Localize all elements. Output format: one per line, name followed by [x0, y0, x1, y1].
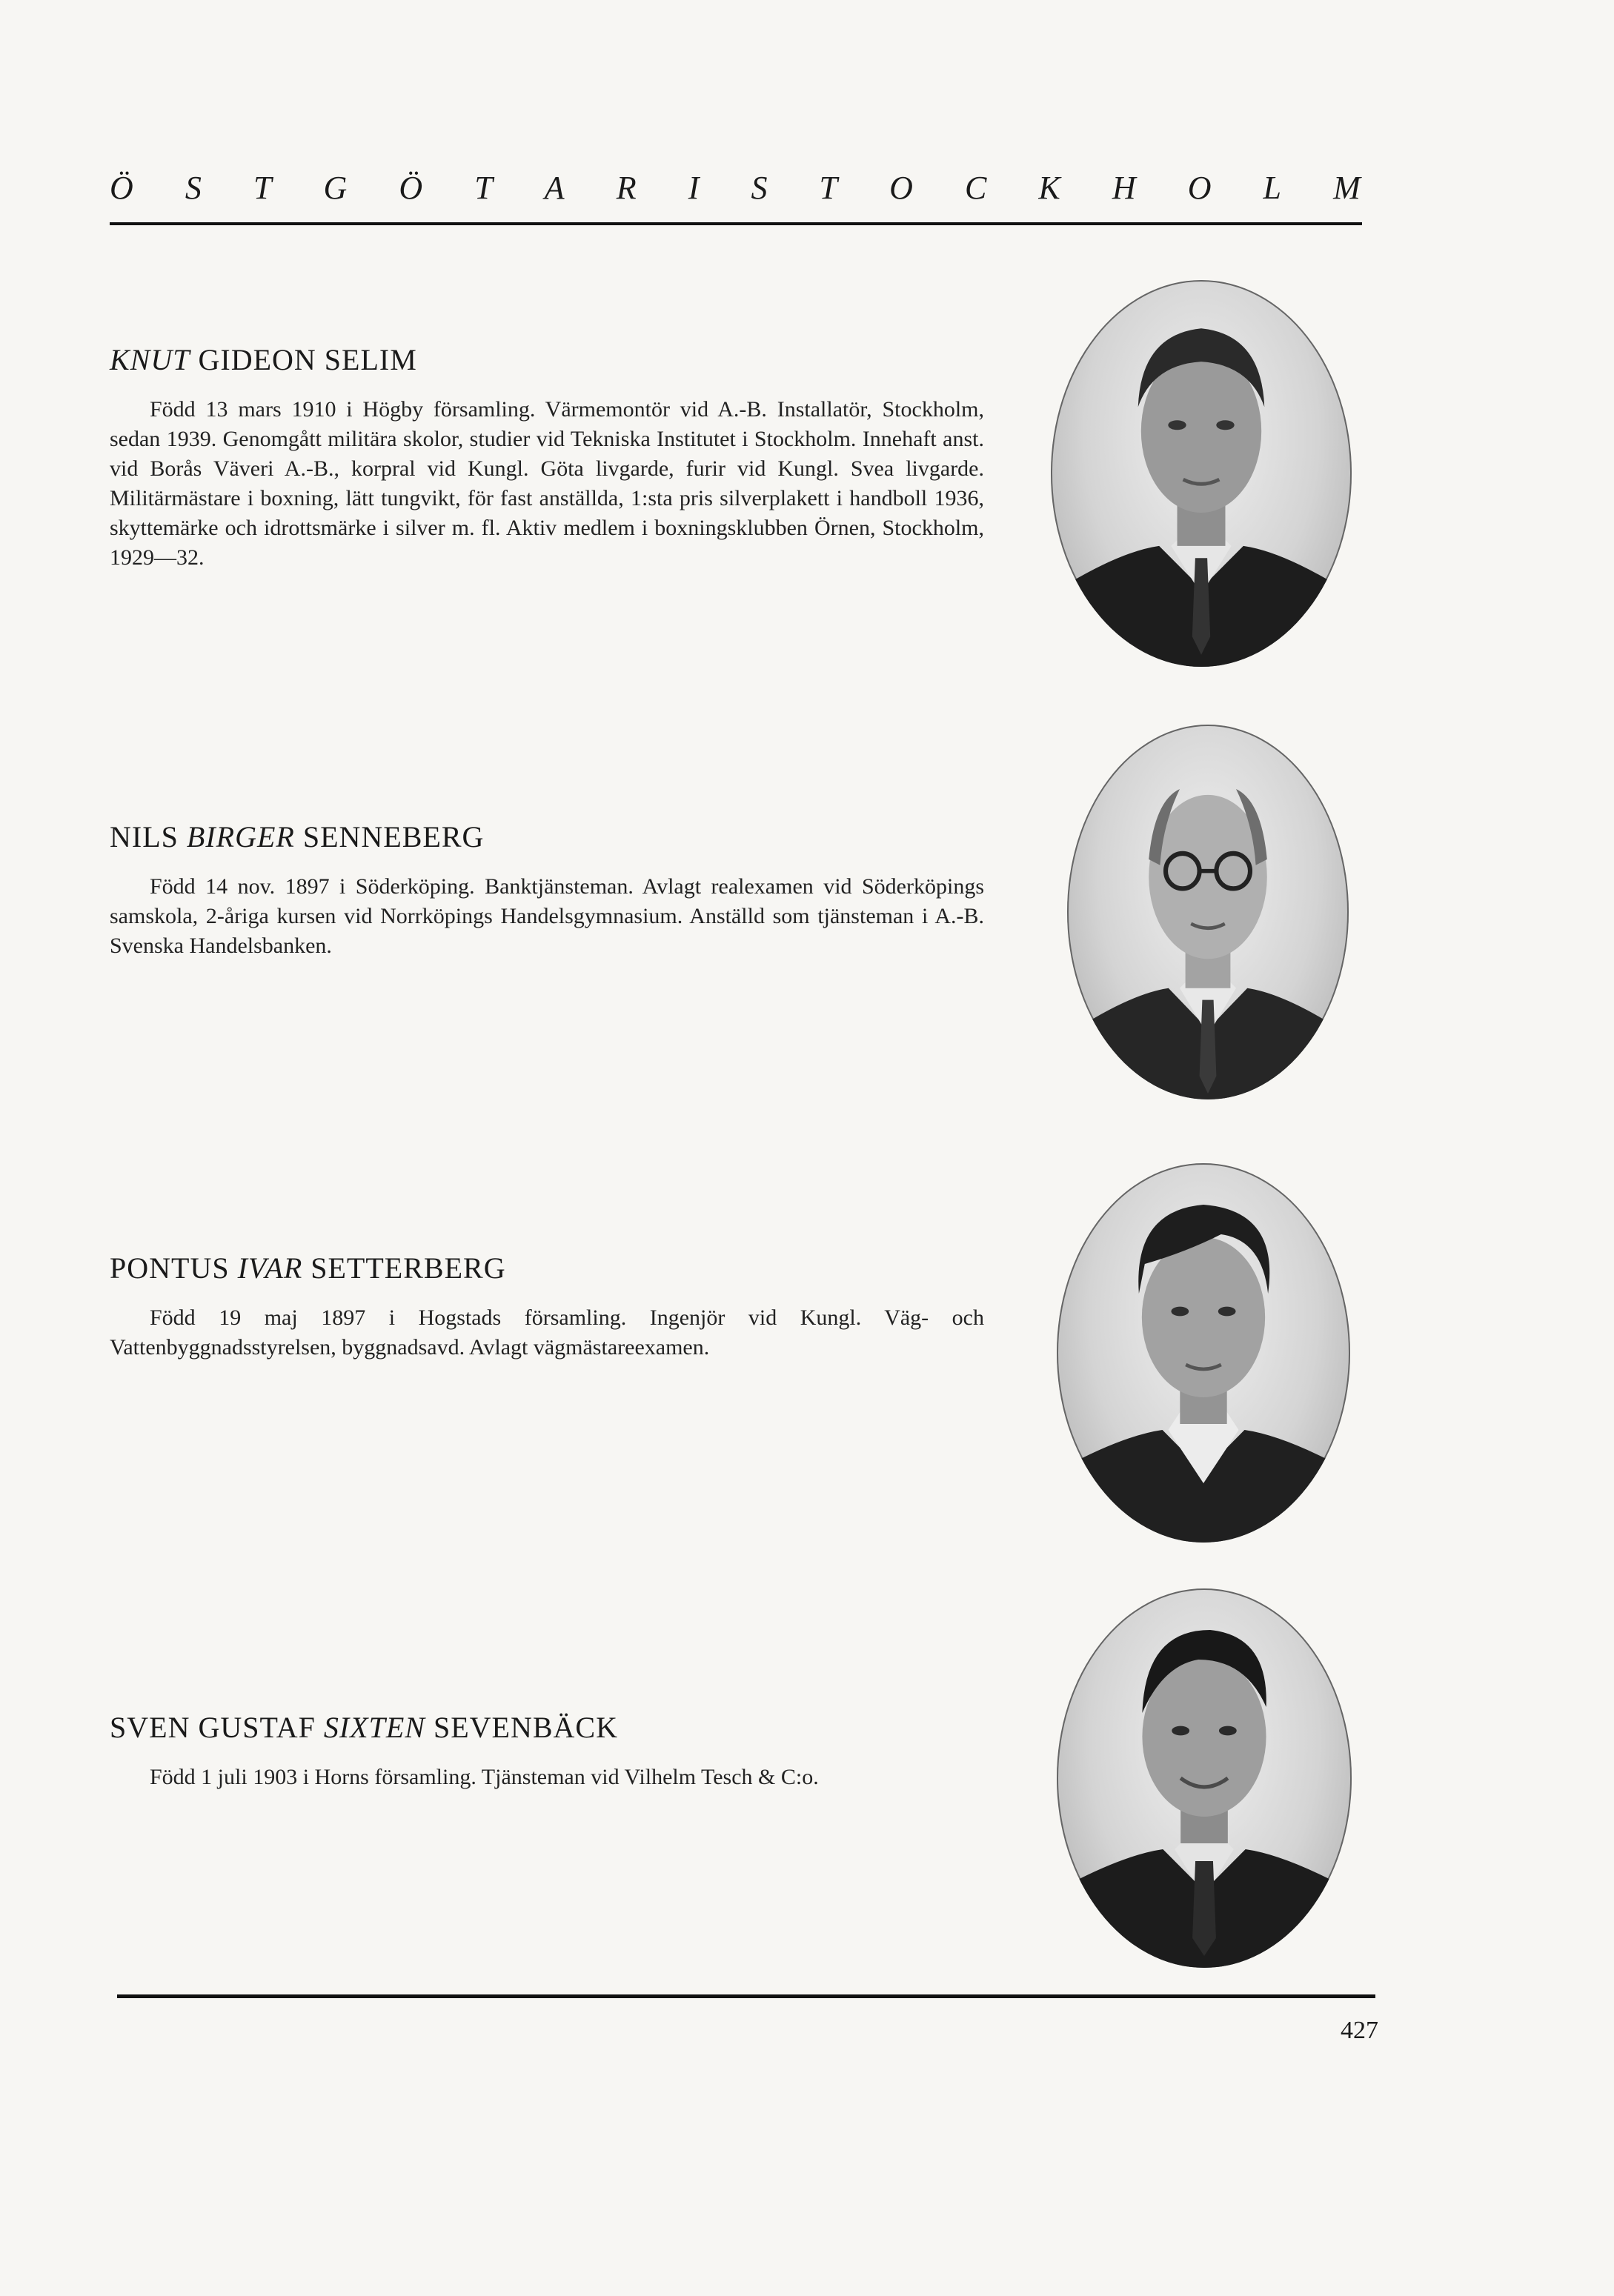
entry-name-before: PONTUS [110, 1251, 238, 1285]
entry-name-before: NILS [110, 820, 187, 853]
entry-name [110, 1710, 984, 1745]
entry-senneberg [110, 819, 984, 961]
entry-bio: Född 1 juli 1903 i Horns församling. Tjänsteman vid Vilhelm Tesch & C:o. [150, 1765, 819, 1789]
header-letter: T [253, 170, 273, 206]
header-letter: O [889, 170, 914, 206]
portrait-photo-icon [1057, 1588, 1352, 1968]
header-letter: S [185, 170, 203, 206]
entry-bio: Född 13 mars 1910 i Högby församling. Värmemontör vid A.-B. Installatör, Stockholm, sedan 1939. Genomgått militära skolor, studier vid Tekniska Institutet i Stockholm. Innehaft anst. vid Borås Väveri A.-B., korpral vid Kungl. Göta livgarde, furir vid Kungl. Svea livgarde. Militärmästare i boxning, lätt tungvikt, för fast anställda, 1:sta pris silverplakett i handboll 1936, skyttemärke och idrottsmärke i silver m. fl. Aktiv medlem i boxningsklubben Örnen, Stockholm, 1929—32. [110, 397, 984, 570]
entry-name-before: SVEN GUSTAF [110, 1711, 324, 1744]
portrait-silhouette-icon [1051, 280, 1352, 667]
header-letter: K [1038, 170, 1062, 206]
portrait-photo-icon [1067, 725, 1349, 1099]
entry-name-after: SEVENBÄCK [425, 1711, 618, 1744]
entry-given-name: IVAR [237, 1251, 303, 1285]
portrait-silhouette-icon [1057, 1163, 1350, 1543]
header-letter: H [1112, 170, 1138, 206]
entry-setterberg [110, 1251, 984, 1362]
entry-given-name: BIRGER [186, 820, 295, 853]
header-letter: S [751, 170, 769, 206]
header-letter: T [819, 170, 840, 206]
running-header [110, 169, 1362, 207]
entry-bio: Född 19 maj 1897 i Hogstads församling. Ingenjör vid Kungl. Väg- och Vattenbyggnadsstyrelsen, byggnadsavd. Avlagt vägmästareexamen. [110, 1305, 984, 1360]
entry-name-after: SETTERBERG [302, 1251, 506, 1285]
header-letter: L [1263, 170, 1283, 206]
header-letter: Ö [110, 170, 135, 206]
entry-name-rest: GIDEON SELIM [190, 343, 417, 376]
entry-name [110, 342, 984, 377]
entry-given-name: SIXTEN [323, 1711, 425, 1744]
portrait-silhouette-icon [1067, 725, 1349, 1099]
entry-given-name: KNUT [110, 343, 190, 376]
header-letter: A [544, 170, 566, 206]
portrait-photo-icon [1057, 1163, 1350, 1543]
portrait-photo-icon [1051, 280, 1352, 667]
entry-selim [110, 342, 984, 573]
header-letter: Ö [399, 170, 425, 206]
entry-name [110, 819, 984, 854]
header-letter: M [1333, 170, 1362, 206]
entry-sevenback [110, 1710, 984, 1792]
header-letter: C [964, 170, 989, 206]
entry-name [110, 1251, 984, 1285]
header-letter: G [323, 170, 349, 206]
page-number: 427 [1341, 2017, 1378, 2044]
footer-rule [117, 1994, 1375, 1998]
header-letter: I [688, 170, 701, 206]
entry-name-after: SENNEBERG [294, 820, 485, 853]
portrait-silhouette-icon [1057, 1588, 1352, 1968]
header-letter: O [1187, 170, 1213, 206]
header-letter: R [616, 170, 638, 206]
header-letter: T [474, 170, 494, 206]
entry-bio: Född 14 nov. 1897 i Söderköping. Banktjänsteman. Avlagt realexamen vid Söderköpings samskola, 2-åriga kursen vid Norrköpings Handelsgymnasium. Anställd som tjänsteman i A.-B. Svenska Handelsbanken. [110, 874, 984, 958]
header-rule [110, 222, 1362, 225]
